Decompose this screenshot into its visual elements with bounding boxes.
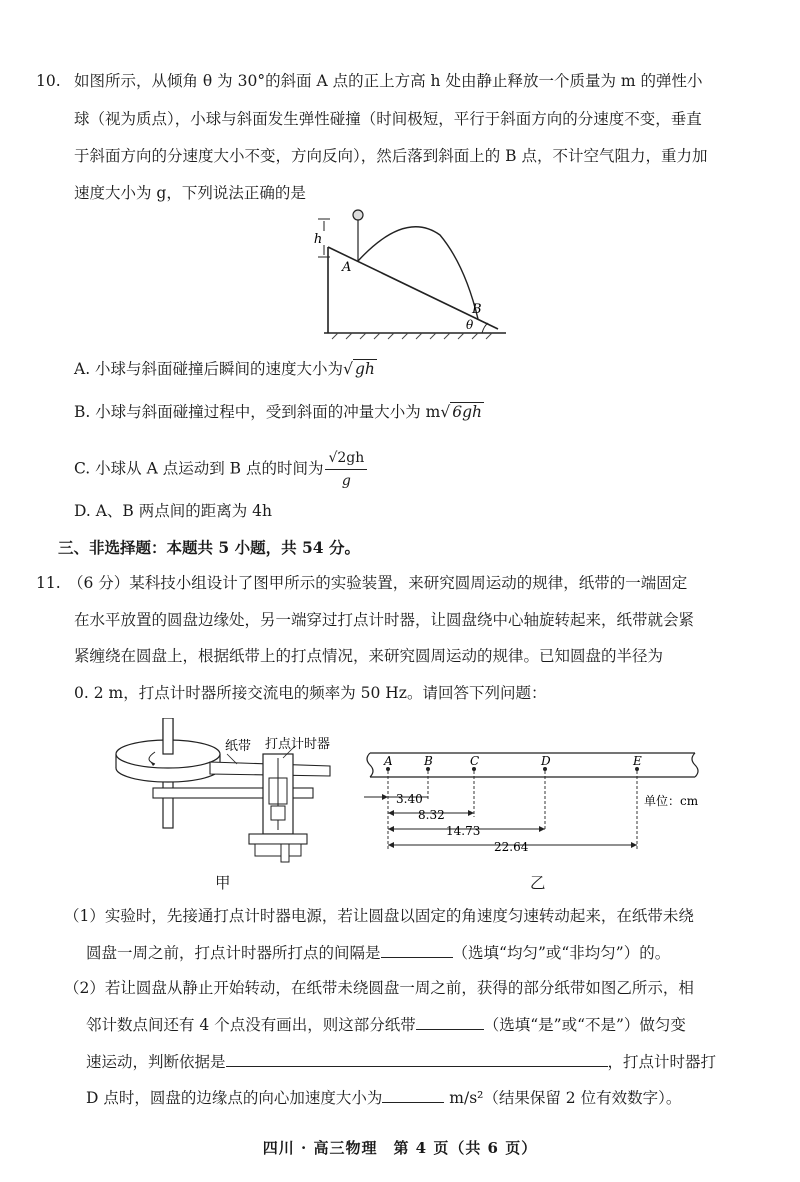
ground-hatch [332,333,492,339]
label-h: h [313,232,323,247]
q11-sub2-line-4 [86,1086,681,1109]
point-label-A: A [384,754,393,768]
q10-line-3: 于斜面方向的分速度大小不变，方向反向），然后落到斜面上的 B 点，不计空气阻力，重力加 [74,147,708,165]
option-c-numerator: √2gh [325,447,367,470]
point-label-E: E [633,754,642,768]
q11-line-2: 在水平放置的圆盘边缘处，另一端穿过打点计时器，让圆盘绕中心轴旋转起来，纸带就会紧 [74,611,695,629]
option-a-text: A. 小球与斜面碰撞后瞬间的速度大小为 [74,360,344,378]
q10-line-2: 球（视为质点），小球与斜面发生弹性碰撞（时间极短，平行于斜面方向的分速度不变，垂直 [74,110,702,128]
distance-AB: 3.40 [396,792,423,806]
q10-option-d: D. A、B 两点间的距离为 4h [74,502,273,520]
q11-sub1-line-2 [86,941,670,964]
fig-yi-caption: 乙 [530,874,546,892]
q11-line-3: 紧缠绕在圆盘上，根据纸带上的打点情况，来研究圆周运动的规律。已知圆盘的半径为 [74,647,664,665]
fig-jia-caption: 甲 [215,874,231,892]
tape-left-tear [367,753,373,777]
point-label-B: B [424,754,433,768]
axle-top [163,718,173,754]
label-tape: 纸带 [225,739,252,754]
fig-yi-tape [360,745,715,860]
option-b-radicand: 6gh [452,403,483,421]
tape-right-tear [692,753,698,777]
sub2-text-d: ，打点计时器打 [607,1053,717,1071]
page-footer: 四川 · 高三物理 第 4 页（共 6 页） [262,1139,538,1157]
trajectory [358,227,478,319]
label-A: A [342,260,352,275]
sub2-text-c: 速运动，判断依据是 [86,1053,226,1071]
ball [353,210,363,220]
distance-AC: 8.32 [418,808,445,822]
sub2-text-e: D 点时，圆盘的边缘点的向心加速度大小为 [86,1089,383,1107]
q10-line-1: 如图所示，从倾角 θ 为 30°的斜面 A 点的正上方高 h 处由静止释放一个质量为 m 的弹性小 [74,72,703,90]
label-timer: 打点计时器 [265,737,331,752]
sub1-text-b: （选填“均匀”或“非均匀”）的。 [452,944,671,962]
q11-sub1-line-1: （1）实验时，先接通打点计时器电源，若让圆盘以固定的角速度匀速转动起来，在纸带未绕 [64,907,694,925]
sub2-text-f: m/s²（结果保留 2 位有效数字）。 [449,1089,682,1107]
q11-sub2-line-1: （2）若让圆盘从静止开始转动，在纸带未绕圆盘一周之前，获得的部分纸带如图乙所示，相 [64,979,694,997]
distance-AD: 14.73 [446,824,481,838]
q11-sub2-line-2 [86,1013,686,1036]
fig-jia-apparatus [115,718,365,893]
unit-label: 单位：cm [644,794,699,808]
sub2-text-b: （选填“是”或“不是”）做匀变 [483,1016,686,1034]
option-b-text: B. 小球与斜面碰撞过程中，受到斜面的冲量大小为 m [74,403,441,421]
q10-option-c [74,447,367,492]
sub2-answer-blank-3[interactable] [382,1086,444,1103]
q10-incline-figure [300,205,510,340]
distance-AE: 22.64 [494,840,529,854]
option-a-radicand: gh [354,360,375,378]
sub2-answer-blank-1[interactable] [416,1013,484,1030]
q10-number: 10. [36,72,61,90]
q10-option-b: B. 小球与斜面碰撞过程中，受到斜面的冲量大小为 m√ 6gh [74,403,483,421]
sub2-text-a: 邻计数点间还有 4 个点没有画出，则这部分纸带 [86,1016,416,1034]
q11-sub2-line-3 [86,1050,716,1073]
sub1-answer-blank[interactable] [381,941,453,958]
q10-option-a: A. 小球与斜面碰撞后瞬间的速度大小为√ gh [74,360,375,378]
option-c-text: C. 小球从 A 点运动到 B 点的时间为 [74,459,324,478]
section-3-heading: 三、非选择题：本题共 5 小题，共 54 分。 [58,538,360,557]
q10-line-4: 速度大小为 g，下列说法正确的是 [74,184,306,202]
sub2-answer-blank-2[interactable] [226,1050,608,1067]
point-label-C: C [470,754,480,768]
label-B: B [472,302,482,317]
q11-line-4: 0. 2 m，打点计时器所接交流电的频率为 50 Hz。请回答下列问题： [74,684,547,702]
option-c-denominator: g [341,473,351,489]
label-theta: θ [466,318,474,332]
option-c-fraction [325,447,367,492]
sub1-text-a: 圆盘一周之前，打点计时器所打点的间隔是 [86,944,381,962]
q11-line-1: （6 分）某科技小组设计了图甲所示的实验装置，来研究圆周运动的规律，纸带的一端固定 [68,574,688,592]
q11-number: 11. [36,574,61,592]
timer-base [249,834,307,844]
point-label-D: D [541,754,551,768]
